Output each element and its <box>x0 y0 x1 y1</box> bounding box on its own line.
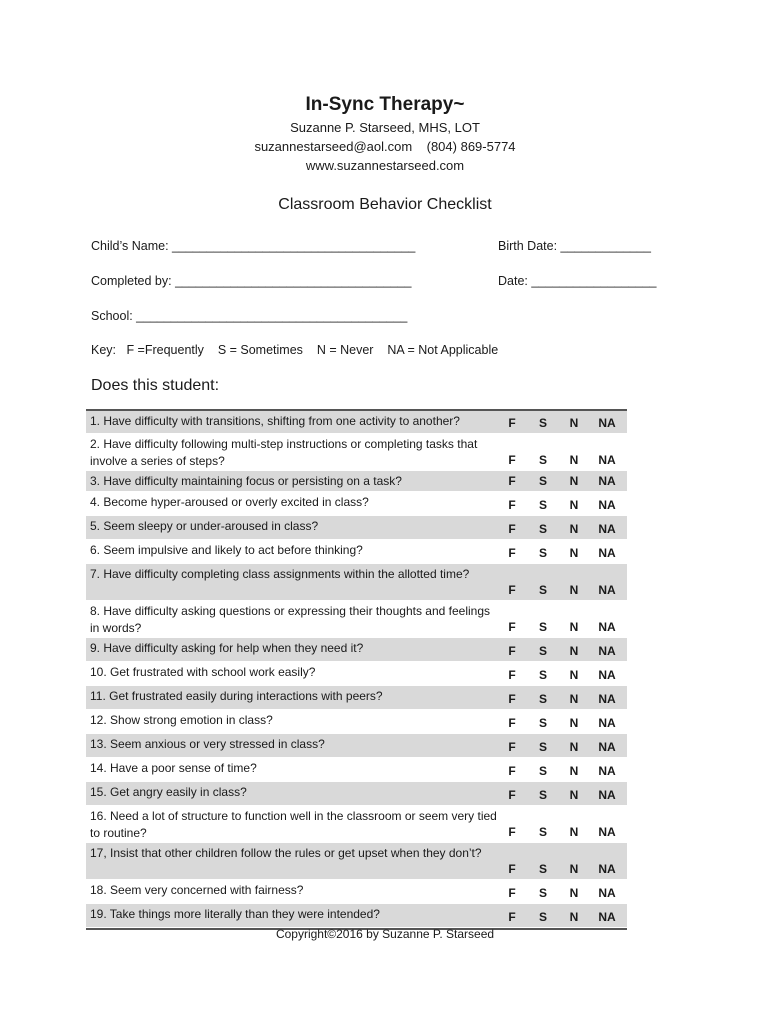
rating-option-s[interactable]: S <box>538 910 547 924</box>
rating-option-f[interactable]: F <box>508 740 516 754</box>
checklist-table <box>86 409 627 930</box>
child-name-field[interactable]: Child’s Name: ___________________________________ <box>91 239 416 253</box>
rating-option-f[interactable]: F <box>508 692 516 706</box>
rating-option-f[interactable]: F <box>508 886 516 900</box>
copyright: Copyright©2016 by Suzanne P. Starseed <box>275 927 495 941</box>
rating-option-f[interactable]: F <box>508 862 516 876</box>
key-label: Key: <box>91 343 117 357</box>
practice-title: In-Sync Therapy~ <box>305 94 465 115</box>
rating-option-na[interactable]: NA <box>598 498 616 512</box>
checklist-row <box>86 880 627 904</box>
rating-option-n[interactable]: N <box>569 498 579 512</box>
rating-option-na[interactable]: NA <box>598 416 616 430</box>
checklist-row <box>86 471 627 492</box>
rating-option-na[interactable]: NA <box>598 692 616 706</box>
key-frequently: F =Frequently <box>126 343 204 357</box>
question-text: 16. Need a lot of structure to function well in the classroom or seem very tied to routine? <box>90 809 497 840</box>
rating-option-n[interactable]: N <box>569 716 579 730</box>
question-text: 6. Seem impulsive and likely to act before thinking? <box>90 543 363 557</box>
rating-option-f[interactable]: F <box>508 522 516 536</box>
rating-option-f[interactable]: F <box>508 910 516 924</box>
rating-option-na[interactable]: NA <box>598 668 616 682</box>
rating-option-na[interactable]: NA <box>598 522 616 536</box>
rating-option-f[interactable]: F <box>508 788 516 802</box>
question-text: 13. Seem anxious or very stressed in class? <box>90 737 325 751</box>
rating-option-f[interactable]: F <box>508 644 516 658</box>
checklist-row <box>86 411 627 434</box>
rating-option-n[interactable]: N <box>569 764 579 778</box>
rating-option-n[interactable]: N <box>569 692 579 706</box>
rating-option-f[interactable]: F <box>508 498 516 512</box>
checklist-row <box>86 806 627 843</box>
rating-option-s[interactable]: S <box>538 764 547 778</box>
rating-option-na[interactable]: NA <box>598 644 616 658</box>
rating-option-s[interactable]: S <box>538 453 547 467</box>
rating-option-s[interactable]: S <box>538 522 547 536</box>
checklist-row <box>86 662 627 686</box>
key-not-applicable: NA = Not Applicable <box>387 343 499 357</box>
rating-option-n[interactable]: N <box>569 416 579 430</box>
checklist-row <box>86 782 627 806</box>
rating-option-n[interactable]: N <box>569 886 579 900</box>
rating-option-s[interactable]: S <box>538 498 547 512</box>
question-text: 3. Have difficulty maintaining focus or persisting on a task? <box>90 474 402 488</box>
rating-option-s[interactable]: S <box>538 416 547 430</box>
question-text: 4. Become hyper-aroused or overly excited in class? <box>90 495 369 509</box>
rating-option-f[interactable]: F <box>508 453 516 467</box>
question-text: 9. Have difficulty asking for help when they need it? <box>90 641 364 655</box>
rating-option-s[interactable]: S <box>538 862 547 876</box>
rating-option-f[interactable]: F <box>508 620 516 634</box>
question-text: 5. Seem sleepy or under-aroused in class? <box>90 519 319 533</box>
rating-option-na[interactable]: NA <box>598 453 616 467</box>
rating-option-f[interactable]: F <box>508 474 516 488</box>
rating-option-s[interactable]: S <box>538 716 547 730</box>
checklist-row <box>86 758 627 782</box>
website: www.suzannestarseed.com <box>305 158 465 173</box>
rating-option-s[interactable]: S <box>538 474 547 488</box>
section-prompt: Does this student: <box>91 377 220 394</box>
question-text: 8. Have difficulty asking questions or expressing their thoughts and feelings in words? <box>90 604 491 635</box>
rating-option-f[interactable]: F <box>508 716 516 730</box>
rating-option-n[interactable]: N <box>569 453 579 467</box>
rating-option-na[interactable]: NA <box>598 716 616 730</box>
rating-option-n[interactable]: N <box>569 910 579 924</box>
rating-option-na[interactable]: NA <box>598 788 616 802</box>
rating-option-s[interactable]: S <box>538 788 547 802</box>
question-text: 18. Seem very concerned with fairness? <box>90 883 304 897</box>
rating-option-na[interactable]: NA <box>598 740 616 754</box>
rating-option-n[interactable]: N <box>569 740 579 754</box>
rating-option-na[interactable]: NA <box>598 862 616 876</box>
rating-option-n[interactable]: N <box>569 644 579 658</box>
document-title: Classroom Behavior Checklist <box>278 196 492 213</box>
checklist-row <box>86 601 627 638</box>
rating-option-na[interactable]: NA <box>598 910 616 924</box>
rating-option-s[interactable]: S <box>538 886 547 900</box>
rating-option-n[interactable]: N <box>569 788 579 802</box>
checklist-row <box>86 734 627 758</box>
rating-option-f[interactable]: F <box>508 668 516 682</box>
rating-option-na[interactable]: NA <box>598 620 616 634</box>
checklist-row <box>86 686 627 710</box>
checklist-row <box>86 434 627 471</box>
contact-line: suzannestarseed@aol.com (804) 869-5774 <box>254 139 516 154</box>
rating-option-n[interactable]: N <box>569 862 579 876</box>
rating-option-na[interactable]: NA <box>598 886 616 900</box>
rating-option-s[interactable]: S <box>538 825 547 839</box>
rating-option-f[interactable]: F <box>508 416 516 430</box>
rating-option-f[interactable]: F <box>508 764 516 778</box>
question-text: 11. Get frustrated easily during interactions with peers? <box>90 689 383 703</box>
rating-option-n[interactable]: N <box>569 825 579 839</box>
date-field[interactable]: Date: __________________ <box>498 274 657 288</box>
rating-option-f[interactable]: F <box>508 546 516 560</box>
rating-option-n[interactable]: N <box>569 522 579 536</box>
checklist-row <box>86 710 627 734</box>
rating-option-na[interactable]: NA <box>598 546 616 560</box>
question-text: 7. Have difficulty completing class assignments within the allotted time? <box>90 567 470 581</box>
checklist-row <box>86 638 627 662</box>
key-never: N = Never <box>316 343 374 357</box>
rating-option-s[interactable]: S <box>538 644 547 658</box>
checklist-row <box>86 843 627 880</box>
question-text: 10. Get frustrated with school work easily? <box>90 665 316 679</box>
rating-option-n[interactable]: N <box>569 668 579 682</box>
rating-key <box>91 343 498 357</box>
birth-date-field[interactable]: Birth Date: _____________ <box>498 239 651 253</box>
rating-option-s[interactable]: S <box>538 546 547 560</box>
rating-option-na[interactable]: NA <box>598 583 616 597</box>
question-text: 15. Get angry easily in class? <box>90 785 247 799</box>
rating-option-s[interactable]: S <box>538 740 547 754</box>
rating-option-n[interactable]: N <box>569 474 579 488</box>
completed-by-field[interactable]: Completed by: __________________________________ <box>91 274 412 288</box>
rating-option-n[interactable]: N <box>569 620 579 634</box>
question-text: 17, Insist that other children follow the rules or get upset when they don’t? <box>90 846 482 860</box>
question-text: 19. Take things more literally than they were intended? <box>90 907 380 921</box>
checklist-row <box>86 540 627 564</box>
therapist-name: Suzanne P. Starseed, MHS, LOT <box>290 120 480 135</box>
question-text: 14. Have a poor sense of time? <box>90 761 257 775</box>
rating-option-f[interactable]: F <box>508 825 516 839</box>
question-text: 2. Have difficulty following multi-step instructions or completing tasks that involve a series of steps? <box>90 437 478 468</box>
question-text: 12. Show strong emotion in class? <box>90 713 273 727</box>
rating-option-na[interactable]: NA <box>598 474 616 488</box>
key-sometimes: S = Sometimes <box>217 343 303 357</box>
checklist-row <box>86 564 627 601</box>
rating-option-s[interactable]: S <box>538 620 547 634</box>
question-text: 1. Have difficulty with transitions, shifting from one activity to another? <box>90 414 460 428</box>
rating-option-s[interactable]: S <box>538 668 547 682</box>
rating-option-n[interactable]: N <box>569 583 579 597</box>
checklist-row <box>86 516 627 540</box>
rating-option-n[interactable]: N <box>569 546 579 560</box>
checklist-row <box>86 904 627 928</box>
rating-option-f[interactable]: F <box>508 583 516 597</box>
rating-option-na[interactable]: NA <box>598 764 616 778</box>
rating-option-s[interactable]: S <box>538 692 547 706</box>
checklist-row <box>86 492 627 516</box>
rating-option-na[interactable]: NA <box>598 825 616 839</box>
rating-option-s[interactable]: S <box>538 583 547 597</box>
school-field[interactable]: School: _______________________________________ <box>91 309 408 323</box>
